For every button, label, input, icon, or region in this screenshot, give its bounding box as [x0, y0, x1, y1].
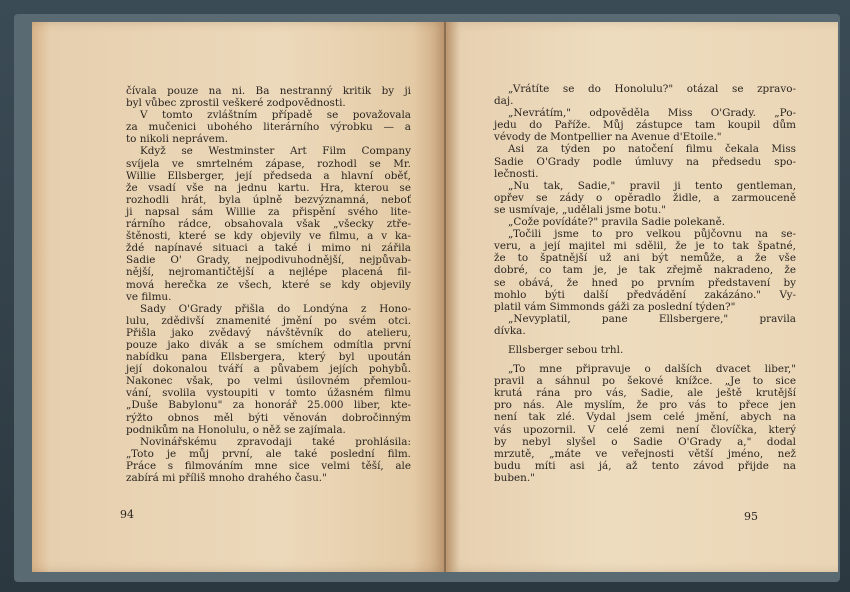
text-line: zabírá mi příliš mnoho drahého času." — [126, 472, 327, 484]
text-line: vévody de Montpellier na Avenue d'Etoile." — [494, 131, 722, 144]
text-line: Novinářskému zpravodaji také prohlásila: — [140, 435, 411, 448]
text-line: daj. — [494, 95, 514, 108]
text-line: mová herečka ze všech, které se kdy objevily — [126, 278, 411, 291]
text-line: „Nevrátím," odpověděla Miss O'Grady. „Po- — [508, 107, 796, 120]
text-line: vání, svolila vystoupiti v tomto úžasném filmu — [126, 387, 411, 400]
left-page — [32, 22, 446, 572]
text-line: Práce s filmováním mne sice velmi těší, ale — [126, 459, 411, 472]
text-line: dívka. — [494, 324, 526, 337]
text-line: že to špatnější už ani být nemůže, a že vše — [494, 252, 796, 265]
text-line: by nebyl slyšel o Sadie O'Grady a," dodal — [494, 435, 796, 448]
text-line: jedu do Paříže. Můj zástupce tam koupil dům — [494, 119, 796, 132]
left-page-text — [126, 85, 411, 484]
text-line: vás upozornil. V celé zemi není človíčka, který — [494, 423, 796, 436]
page-number-left: 94 — [120, 508, 134, 521]
text-line: ždé napínavé situaci a také i mimo ni zářila — [126, 242, 411, 255]
text-line: „Vrátíte se do Honolulu?" otázal se zpravo- — [508, 83, 796, 95]
text-line: „Cože povídáte?" pravila Sadie polekaně. — [508, 216, 726, 229]
page-number-right: 95 — [744, 510, 758, 523]
text-line: rýžto obnos měl býti věnován dobročinným — [126, 411, 411, 424]
text-line: „To mne připravuje o dalších dvacet liber," — [508, 363, 796, 376]
text-line: veru, a její majitel mi sdělil, že je to tak špatné, — [494, 240, 796, 253]
text-line: pravil a sáhnul po šekové knížce. „Je to sice — [494, 375, 796, 388]
text-line: ve filmu. — [126, 290, 172, 303]
text-line: byl vůbec zprostil veškeré zodpovědnosti. — [126, 97, 346, 110]
text-line: „Točili jsme to pro velkou půjčovnu na se- — [508, 228, 796, 241]
text-line: krutá rána pro vás, Sadie, ale ještě krutější — [494, 387, 796, 400]
text-line: buben." — [494, 471, 535, 484]
text-line: mrzutě, „máte ve veřejnosti větší jméno, než — [494, 447, 796, 460]
text-line: dobré, co tam je, je tak zřejmě nakradeno, že — [494, 264, 796, 277]
text-line: „Duše Babylonu" za honorář 25.000 liber, kte- — [126, 399, 411, 412]
text-line: Asi za týden po natočení filmu čekala Miss — [508, 143, 796, 156]
text-line: to nikoli neprávem. — [126, 133, 229, 146]
text-line: není tak zlé. Vydal jsem celé jmění, abych na — [494, 411, 796, 424]
paragraph-gap — [494, 337, 796, 344]
text-line: V tomto zvláštním případě se považovala — [140, 109, 411, 122]
text-line: rozhodli hrát, byla úplně bezvýznamná, neboť — [126, 193, 411, 206]
text-line: se obává, že hned po prvním představení by — [494, 276, 796, 289]
text-line: Sadie O' Grady, nejpodivuhodnější, nejpůvab- — [126, 254, 411, 267]
text-line: svíjela ve smrtelném zápase, rozhodl se Mr. — [126, 157, 411, 170]
text-line: Sadie O'Grady podle úmluvy na předsedu spo- — [494, 155, 796, 168]
text-line: za mučenici ubohého literárního výrobku — a — [126, 121, 411, 134]
text-line: lečnosti. — [494, 167, 539, 180]
text-line: Ellsberger sebou trhl. — [508, 343, 624, 356]
text-line: pro nás. Ale myslím, že pro vás to přece jen — [494, 399, 796, 412]
text-line: štěnosti, které se kdy objevily ve filmu, a v ka- — [126, 230, 411, 243]
text-line: budu míti asi já, až tento závod přijde na — [494, 459, 796, 472]
text-line: se usmívaje, „udělali jsme botu." — [494, 203, 667, 216]
text-line: Nakonec však, po velmi úsilovném přemlou- — [126, 375, 411, 388]
open-book — [14, 14, 840, 582]
text-line: platil vám Simmonds gáži za poslední týden?" — [494, 300, 736, 313]
text-line: že vsadí vše na jednu kartu. Hra, kterou se — [126, 181, 411, 194]
text-line: Willie Ellsberger, její předseda a hlavní oběť, — [126, 169, 411, 182]
text-line: podnikům na Honolulu, o něž se zajímala. — [126, 423, 346, 436]
paragraph-gap — [494, 356, 796, 363]
text-line: čívala pouze na ni. Ba nestranný kritik by ji — [126, 85, 411, 97]
text-line: „Nu tak, Sadie," pravil ji tento gentleman, — [508, 179, 796, 192]
text-line: Přišla jako zvědavý návštěvník do atelieru, — [126, 326, 411, 339]
text-line: ji napsal sám Willie za přispění svého lite- — [126, 205, 411, 218]
text-line: pouze jako divák a se smíchem odmítla první — [126, 338, 411, 351]
text-line: mohlo býti další předvádění zakázáno." Vy- — [494, 288, 796, 301]
text-line: Sady O'Grady přišla do Londýna z Hono- — [140, 302, 411, 315]
text-line: nější, nejromantičtější a nejlépe placená fil- — [126, 266, 411, 279]
text-line: lulu, zdědivší znamenité jmění po svém otci. — [126, 314, 411, 327]
right-page-text — [494, 83, 796, 484]
text-line: nabídku pana Ellsbergera, který byl upoután — [126, 351, 411, 364]
text-line: „Toto je můj první, ale také poslední film. — [126, 447, 411, 460]
text-line: „Nevyplatil, pane Ellsbergere," pravila — [508, 312, 796, 325]
text-line: její dokonalou tváří a půvabem jejích pohybů. — [126, 363, 411, 376]
text-line: Když se Westminster Art Film Company — [140, 145, 411, 158]
text-line: opřev se zády o opěradlo židle, a zarmouceně — [494, 191, 796, 204]
text-line: rárního rádce, obsahovala však „všecky ztře- — [126, 218, 411, 231]
right-page — [446, 22, 838, 572]
